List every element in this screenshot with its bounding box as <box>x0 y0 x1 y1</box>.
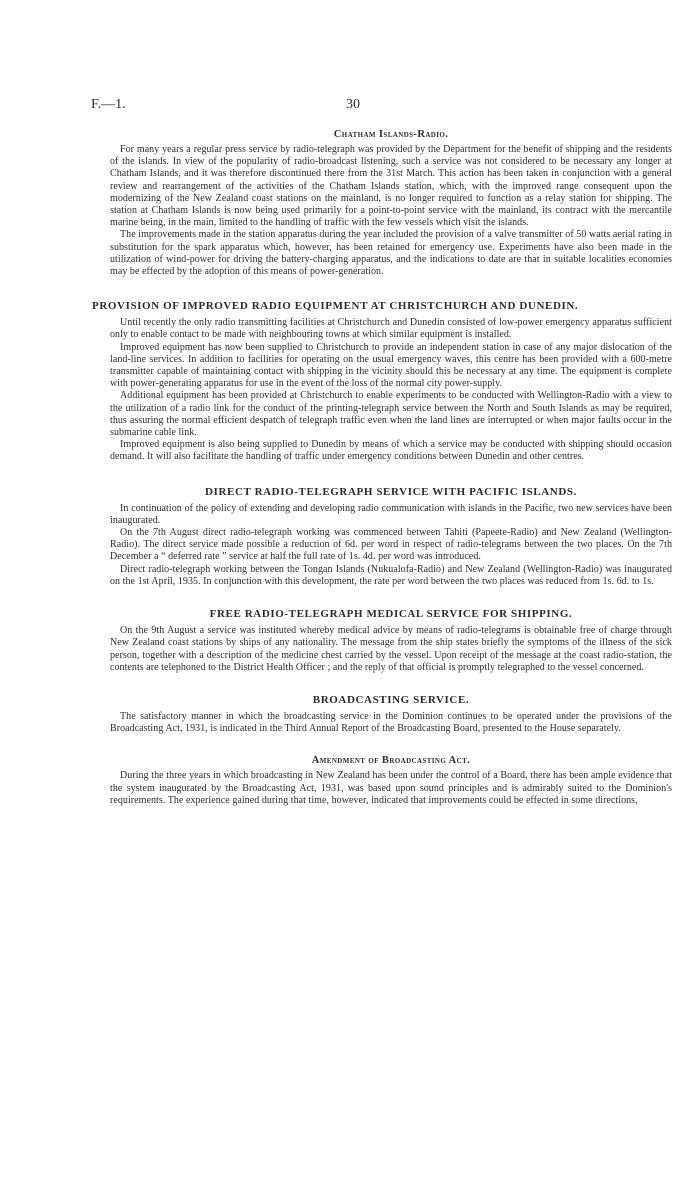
section-heading: Chatham Islands-Radio. <box>333 129 449 140</box>
section-heading: DIRECT RADIO-TELEGRAPH SERVICE WITH PACIFIC ISLANDS. <box>205 485 577 498</box>
paragraph: On the 9th August a service was instituted whereby medical advice by means of radio-telegrams is obtainable free of charge through New Zealand coast stations by ships of any nationality. The message from the ship states briefly the symptoms of the illness of the sick person, together with a description of the medicine chest carried by the vessel. Upon receipt of the message at the coast radio-station, the contents are telephoned to the District Health Officer ; and the reply of that official is promptly telegraphed to the vessel concerned. <box>110 625 672 673</box>
section-christchurch-dunedin <box>92 300 672 312</box>
paragraph: For many years a regular press service by radio-telegraph was provided by the Department for the benefit of shipping and the residents of the islands. In view of the popularity of radio-broadcast listening, such a service was not considered to be necessary any longer at Chatham Islands, and it was therefore discontinued there from the 31st March. This action has been taken in conjunction with a general review and rearrangement of the activities of the Chatham Islands station, which, with the improved range consequent upon the modernizing of the New Zealand coast stations on the mainland, is no longer required to function as a relay station for shipping. The station at Chatham Islands is now being used primarily for a point-to-point service with the mainland, its contract with the mercantile marine being, in the main, limited to the handling of traffic with the few vessels which visit the islands. <box>110 144 672 229</box>
paragraph: Additional equipment has been provided at Christchurch to enable experiments to be conducted with Wellington-Radio with a view to the utilization of a radio link for the conduct of the printing-telegraph service between the North and South Islands as may be required, thus assuring the normal efficient despatch of telegraph traffic even when the land lines are interrupted or when major faults occur in the submarine cable link. <box>110 390 672 439</box>
page-body <box>92 125 672 807</box>
section-christchurch-dunedin-body <box>110 317 672 463</box>
section-heading: PROVISION OF IMPROVED RADIO EQUIPMENT AT CHRISTCHURCH AND DUNEDIN. <box>92 300 579 313</box>
paragraph: Improved equipment has now been supplied to Christchurch to provide an independent station in case of any major dislocation of the land-line services. In addition to facilities for operating on the usual emergency waves, this centre has been provided with a 600-metre transmitter capable of maintaining contact with shipping in the vicinity should this be necessary at any time. The equipment is complete with power-generating apparatus for use in the event of the loss of the normal city power-supply. <box>110 341 672 390</box>
section-amendment-broadcasting-act <box>110 755 672 807</box>
page-number: 30 <box>346 97 360 112</box>
paragraph: Direct radio-telegraph working between the Tongan Islands (Nukualofa-Radio) and New Zealand (Wellington-Radio) was inaugurated on the 1st April, 1935. In conjunction with this development, the rate per word between the two places was reduced from 1s. 6d. to 1s. <box>110 563 672 587</box>
paragraph: During the three years in which broadcasting in New Zealand has been under the control of a Board, there has been ample evidence that the system inaugurated by the Broadcasting Act, 1931, was based upon sound principles and is admirably suited to the Dominion's requirements. The experience gained during that time, however, indicated that improvements could be effected in some directions, <box>110 770 672 806</box>
section-heading: BROADCASTING SERVICE. <box>312 693 470 706</box>
section-broadcasting-service <box>110 694 672 735</box>
section-medical-service <box>110 608 672 674</box>
section-heading: FREE RADIO-TELEGRAPH MEDICAL SERVICE FOR SHIPPING. <box>209 608 573 621</box>
section-chatham-islands-radio <box>110 129 672 278</box>
paragraph: The improvements made in the station apparatus during the year included the provision of a valve transmitter of 50 watts aerial rating in substitution for the spark apparatus which, however, has been retained for emergency use. Experiments have also been made in the utilization of wind-power for driving the battery-charging apparatus, and the indications to date are that in suitable localities economies may be effected by the adoption of this means of power-generation. <box>110 229 672 278</box>
paragraph: Improved equipment is also being supplied to Dunedin by means of which a service may be conducted with shipping should occasion demand. It will also facilitate the handling of traffic under emergency conditions between Dunedin and other centres. <box>110 439 672 463</box>
section-pacific-islands <box>110 486 672 588</box>
section-heading: Amendment of Broadcasting Act. <box>311 755 471 767</box>
paragraph: Until recently the only radio transmitting facilities at Christchurch and Dunedin consisted of low-power emergency apparatus sufficient only to enable contact to be made with neighbouring towns at which similar equipment is installed. <box>110 317 672 341</box>
paragraph: On the 7th August direct radio-telegraph working was commenced between Tahiti (Papeete-Radio) and New Zealand (Wellington-Radio). The direct service made possible a reduction of 6d. per word in respect of radio-telegrams between the two places. On the 7th December a “ deferred rate ” service at half the full rate of 1s. 4d. per word was introduced. <box>110 527 672 563</box>
paragraph: The satisfactory manner in which the broadcasting service in the Dominion continues to be operated under the provisions of the Broadcasting Act, 1931, is indicated in the Third Annual Report of the Broadcasting Board, presented to the House separately. <box>110 710 672 735</box>
paragraph: In continuation of the policy of extending and developing radio communication with islands in the Pacific, two new services have been inaugurated. <box>110 502 672 526</box>
document-reference: F.—1. <box>91 97 126 112</box>
